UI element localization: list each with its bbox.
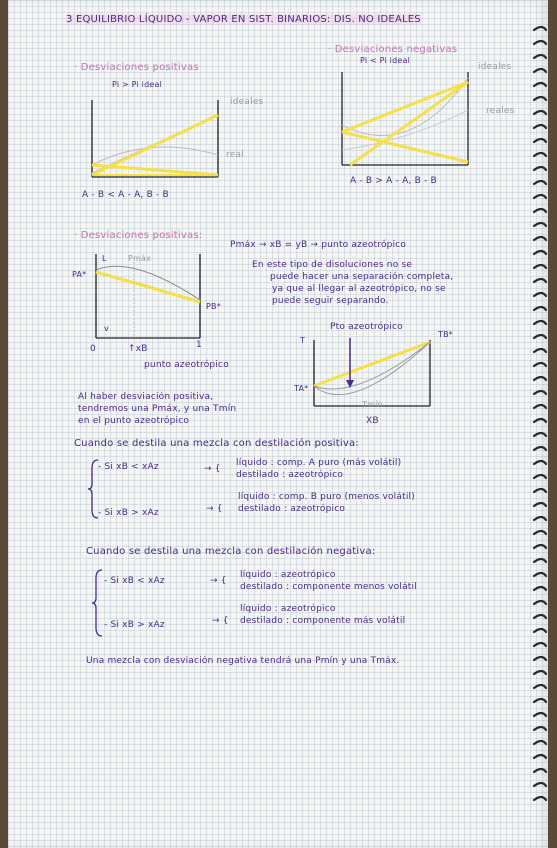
distill-positive-case2-liquid: líquido : comp. B puro (menos volátil)	[238, 492, 415, 502]
distill-positive-case1-distillate: destilado : azeotrópico	[236, 470, 344, 480]
distill-negative-case1-distillate: destilado : componente menos volátil	[240, 582, 417, 592]
temperature-xb-label: XB	[366, 416, 379, 426]
pressure-v-label: v	[104, 324, 109, 333]
pressure-one-label: 1	[196, 340, 202, 350]
temperature-t-label: T	[300, 336, 306, 345]
explanation-line-2: puede hacer una separación completa,	[270, 272, 454, 282]
positive-note-line-1: Al haber desviación positiva,	[78, 392, 214, 402]
distill-positive-case1-liquid: líquido : comp. A puro (más volátil)	[236, 458, 402, 468]
temperature-tb-label: TB*	[438, 330, 453, 339]
brace-icon	[92, 568, 104, 638]
notebook-page	[8, 0, 548, 848]
negative-deviation-graph	[340, 70, 485, 170]
pressure-ideal-line	[96, 272, 200, 302]
explanation-line-1: En este tipo de disoluciones no se	[252, 260, 413, 270]
distill-negative-case1-liquid: líquido : azeotrópico	[240, 570, 336, 580]
pressure-composition-graph	[92, 250, 207, 345]
case3-arrow-icon: → {	[210, 576, 227, 586]
page-title: 3 EQUILIBRIO LÍQUIDO - VAPOR EN SIST. BINARIOS: DIS. NO IDEALES	[66, 14, 421, 25]
distill-positive-intro: Cuando se destila una mezcla con destilación positiva:	[74, 438, 359, 449]
temperature-graph-title: Pto azeotrópico	[330, 322, 403, 332]
positive-ideal-line-2	[92, 165, 218, 175]
pressure-l-label: L	[102, 254, 107, 263]
pressure-pb-label: PB*	[206, 302, 221, 311]
distill-negative-case2-liquid: líquido : azeotrópico	[240, 604, 336, 614]
pressure-zero-label: 0	[90, 344, 96, 354]
temperature-tmin-label: Tmín	[362, 400, 383, 409]
distill-positive-case1-condition: - Si xB < xAz	[98, 462, 159, 472]
spiral-binding	[530, 0, 548, 848]
case1-arrow-icon: → {	[204, 464, 221, 474]
negative-ideales-label: ideales	[478, 62, 512, 72]
negative-reales-label: reales	[486, 106, 515, 116]
explanation-line-4: puede seguir separando.	[272, 296, 389, 306]
case2-arrow-icon: → {	[206, 504, 223, 514]
pressure-pa-label: PA*	[72, 270, 87, 279]
positive-caption: A - B < A - A, B - B	[82, 190, 169, 200]
positive-note-line-2: tendremos una Pmáx, y una Tmín	[78, 404, 237, 414]
explanation-line-3: ya que al llegar al azeotrópico, no se	[272, 284, 446, 294]
section2-heading: · Desviaciones positivas:	[74, 230, 203, 241]
positive-real-label: real	[226, 150, 244, 160]
positive-deviation-graph	[90, 95, 230, 185]
case4-arrow-icon: → {	[212, 616, 229, 626]
negative-heading: · Desviaciones negativas	[328, 44, 458, 55]
negative-graph-axes	[342, 72, 468, 165]
negative-real-curve-2	[342, 110, 468, 150]
distill-negative-case2-distillate: destilado : componente más volátil	[240, 616, 406, 626]
distill-negative-intro: Cuando se destila una mezcla con destilación negativa:	[86, 546, 376, 557]
negative-condition: Pi < Pi ideal	[360, 56, 411, 65]
pressure-pmax-label: Pmáx	[128, 254, 152, 263]
arrowhead-icon	[346, 380, 354, 388]
pressure-liquid-curve	[96, 266, 200, 300]
positive-note-line-3: en el punto azeotrópico	[78, 416, 190, 426]
positive-condition: Pi > Pi ideal	[112, 80, 163, 89]
distill-positive-case2-distillate: destilado : azeotrópico	[238, 504, 346, 514]
temperature-ta-label: TA*	[294, 384, 309, 393]
negative-caption: A - B > A - A, B - B	[350, 176, 437, 186]
pressure-xb-label: ↑xB	[128, 344, 148, 354]
pmax-azeotrope-line: Pmáx → xB = yB → punto azeotrópico	[230, 240, 407, 250]
positive-heading: · Desviaciones positivas	[74, 62, 199, 73]
distill-positive-case2-condition: - Si xB > xAz	[98, 508, 159, 518]
distill-negative-case1-condition: - Si xB < xAz	[104, 576, 165, 586]
distill-negative-case2-condition: - Si xB > xAz	[104, 620, 165, 630]
positive-ideales-label: ideales	[230, 97, 264, 107]
azeotrope-point-label: punto azeotrópico	[144, 360, 229, 370]
positive-real-curve	[92, 147, 218, 165]
final-statement: Una mezcla con desviación negativa tendrá una Pmín y una Tmáx.	[86, 656, 400, 666]
negative-ideal-line-3	[350, 82, 468, 165]
